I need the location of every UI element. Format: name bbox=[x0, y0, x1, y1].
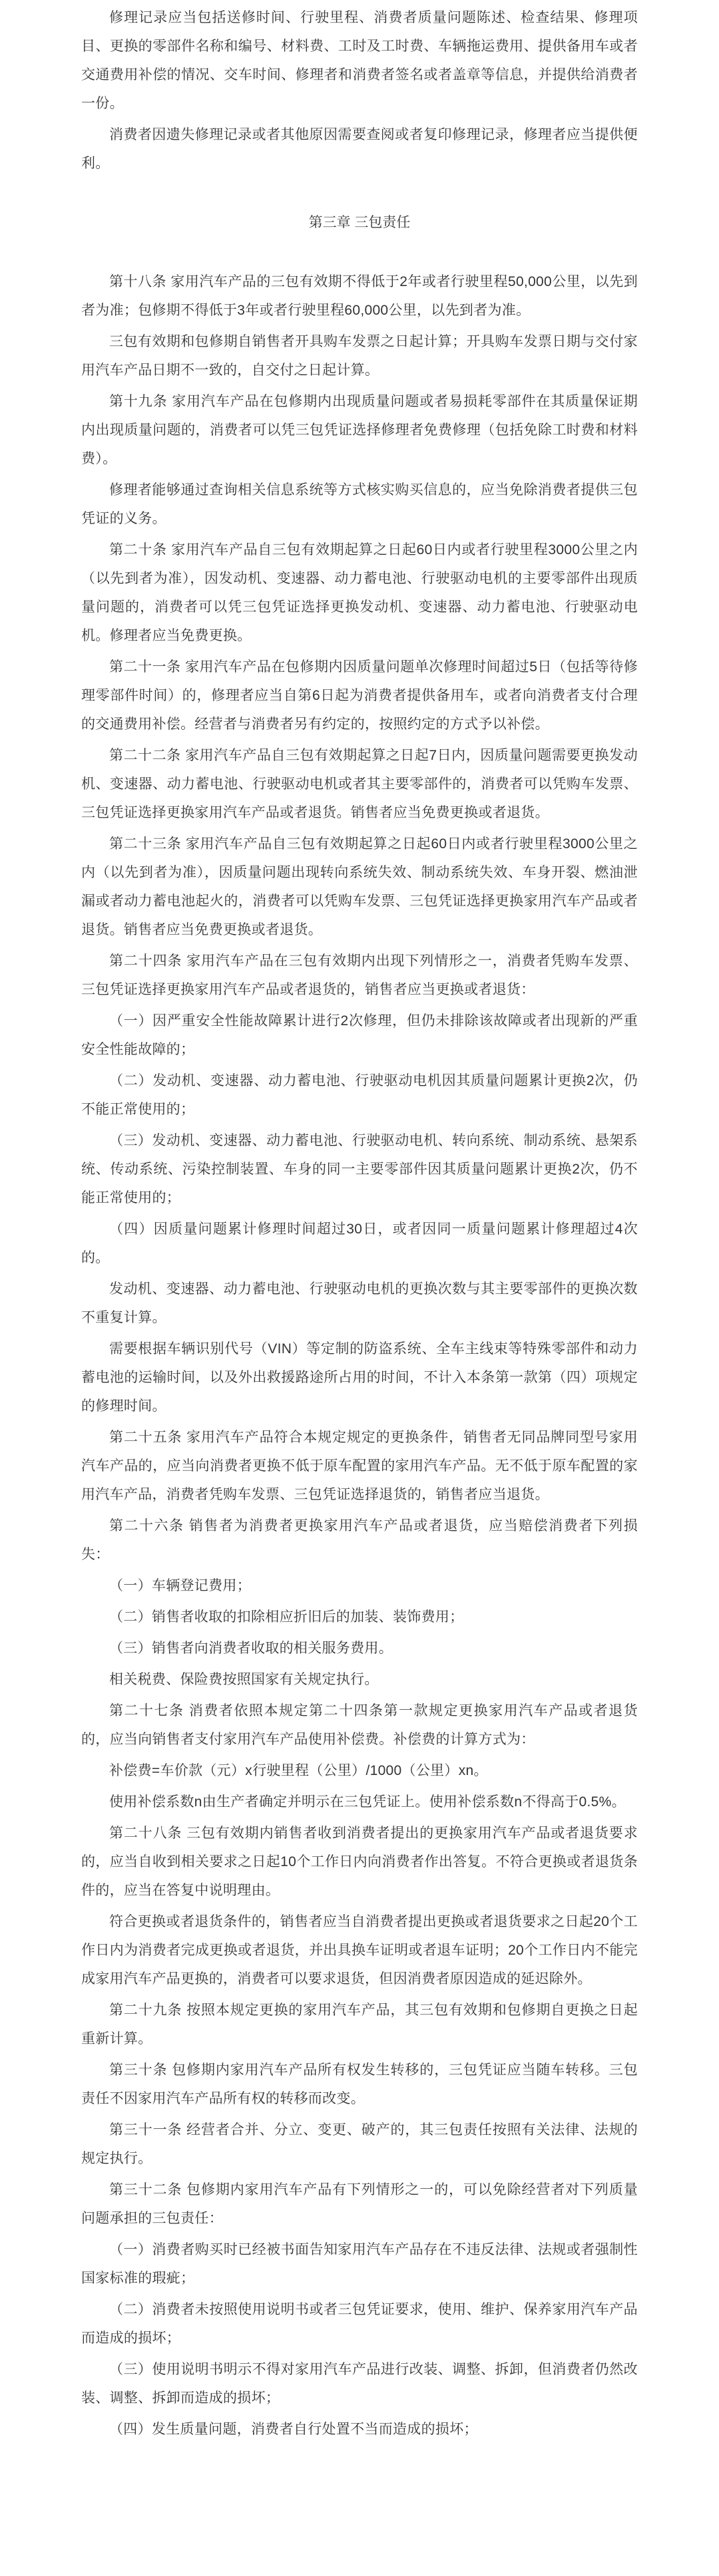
article-paragraph: （二）消费者未按照使用说明书或者三包凭证要求，使用、维护、保养家用汽车产品而造成的损坏； bbox=[81, 2302, 638, 2346]
article-paragraph: 消费者因遗失修理记录或者其他原因需要查阅或者复印修理记录，修理者应当提供便利。 bbox=[81, 127, 638, 171]
article-paragraph: 第十八条 家用汽车产品的三包有效期不得低于2年或者行驶里程50,000公里，以先到者为准；包修期不得低于3年或者行驶里程60,000公里，以先到者为准。 bbox=[81, 274, 638, 318]
article-paragraph: （一）因严重安全性能故障累计进行2次修理，但仍未排除该故障或者出现新的严重安全性能故障的； bbox=[81, 1013, 638, 1057]
article-paragraph: 第三十二条 包修期内家用汽车产品有下列情形之一的，可以免除经营者对下列质量问题承担的三包责任： bbox=[81, 2182, 638, 2226]
article-paragraph: （二）销售者收取的扣除相应折旧后的加装、装饰费用； bbox=[109, 1609, 464, 1625]
article-paragraph: （一）车辆登记费用； bbox=[109, 1578, 251, 1593]
article-paragraph: 第二十六条 销售者为消费者更换家用汽车产品或者退货，应当赔偿消费者下列损失： bbox=[81, 1518, 638, 1562]
article-paragraph: 第二十二条 家用汽车产品自三包有效期起算之日起7日内，因质量问题需要更换发动机、变速器、动力蓄电池、行驶驱动电机或者其主要零部件的，消费者可以凭购车发票、三包凭证选择更换家用汽车产品或者退货。销售者应当免费更换或者退货。 bbox=[81, 748, 638, 820]
article-paragraph: 需要根据车辆识别代号（VIN）等定制的防盗系统、全车主线束等特殊零部件和动力蓄电池的运输时间，以及外出救援路途所占用的时间，不计入本条第一款第（四）项规定的修理时间。 bbox=[81, 1341, 638, 1414]
article-paragraph: （二）发动机、变速器、动力蓄电池、行驶驱动电机因其质量问题累计更换2次，仍不能正常使用的； bbox=[81, 1073, 638, 1117]
article-paragraph: 第二十四条 家用汽车产品在三包有效期内出现下列情形之一，消费者凭购车发票、三包凭证选择更换家用汽车产品或者退货的，销售者应当更换或者退货： bbox=[81, 953, 638, 997]
article-paragraph: 使用补偿系数n由生产者确定并明示在三包凭证上。使用补偿系数n不得高于0.5%。 bbox=[109, 1794, 626, 1810]
article-paragraph: 第二十五条 家用汽车产品符合本规定规定的更换条件，销售者无同品牌同型号家用汽车产品的，应当向消费者更换不低于原车配置的家用汽车产品。无不低于原车配置的家用汽车产品，消费者凭购车发票、三包凭证选择退货的，销售者应当退货。 bbox=[81, 1430, 638, 1502]
article-paragraph: 修理者能够通过查询相关信息系统等方式核实购买信息的，应当免除消费者提供三包凭证的义务。 bbox=[81, 482, 638, 526]
article-paragraph: （一）消费者购买时已经被书面告知家用汽车产品存在不违反法律、法规或者强制性国家标准的瑕疵； bbox=[81, 2242, 638, 2286]
article-paragraph: 第三十一条 经营者合并、分立、变更、破产的，其三包责任按照有关法律、法规的规定执行。 bbox=[81, 2122, 638, 2166]
article-paragraph: 三包有效期和包修期自销售者开具购车发票之日起计算；开具购车发票日期与交付家用汽车产品日期不一致的，自交付之日起计算。 bbox=[81, 334, 638, 378]
chapter-heading: 第三章 三包责任 bbox=[308, 215, 411, 230]
article-paragraph: （三）销售者向消费者收取的相关服务费用。 bbox=[109, 1641, 393, 1656]
article-paragraph: 第二十七条 消费者依照本规定第二十四条第一款规定更换家用汽车产品或者退货的，应当向销售者支付家用汽车产品使用补偿费。补偿费的计算方式为： bbox=[81, 1703, 638, 1747]
article-paragraph: 第二十九条 按照本规定更换的家用汽车产品，其三包有效期和包修期自更换之日起重新计算。 bbox=[81, 2003, 638, 2046]
article-paragraph: 第二十一条 家用汽车产品在包修期内因质量问题单次修理时间超过5日（包括等待修理零部件时间）的，修理者应当自第6日起为消费者提供备用车，或者向消费者支付合理的交通费用补偿。经营者与消费者另有约定的，按照约定的方式予以补偿。 bbox=[81, 659, 638, 732]
article-paragraph: 发动机、变速器、动力蓄电池、行驶驱动电机的更换次数与其主要零部件的更换次数不重复计算。 bbox=[81, 1281, 638, 1325]
article-paragraph: 补偿费=车价款（元）x行驶里程（公里）/1000（公里）xn。 bbox=[109, 1763, 488, 1778]
article-paragraph: 第二十八条 三包有效期内销售者收到消费者提出的更换家用汽车产品或者退货要求的，应当自收到相关要求之日起10个工作日内向消费者作出答复。不符合更换或者退货条件的，应当在答复中说明理由。 bbox=[81, 1826, 638, 1898]
article-paragraph: （三）发动机、变速器、动力蓄电池、行驶驱动电机、转向系统、制动系统、悬架系统、传动系统、污染控制装置、车身的同一主要零部件因其质量问题累计更换2次，仍不能正常使用的； bbox=[81, 1133, 638, 1206]
article-paragraph: 修理记录应当包括送修时间、行驶里程、消费者质量问题陈述、检查结果、修理项目、更换的零部件名称和编号、材料费、工时及工时费、车辆拖运费用、提供备用车或者交通费用补偿的情况、交车时间、修理者和消费者签名或者盖章等信息，并提供给消费者一份。 bbox=[81, 10, 638, 111]
article-paragraph: 第三十条 包修期内家用汽车产品所有权发生转移的，三包凭证应当随车转移。三包责任不因家用汽车产品所有权的转移而改变。 bbox=[81, 2062, 638, 2106]
article-paragraph: 第二十条 家用汽车产品自三包有效期起算之日起60日内或者行驶里程3000公里之内（以先到者为准），因发动机、变速器、动力蓄电池、行驶驱动电机的主要零部件出现质量问题的，消费者可以凭三包凭证选择更换发动机、变速器、动力蓄电池、行驶驱动电机。修理者应当免费更换。 bbox=[81, 542, 638, 643]
article-paragraph: 符合更换或者退货条件的，销售者应当自消费者提出更换或者退货要求之日起20个工作日内为消费者完成更换或者退货，并出具换车证明或者退车证明；20个工作日内不能完成家用汽车产品更换的，消费者可以要求退货，但因消费者原因造成的延迟除外。 bbox=[81, 1914, 638, 1987]
article-paragraph: 第二十三条 家用汽车产品自三包有效期起算之日起60日内或者行驶里程3000公里之内（以先到者为准），因质量问题出现转向系统失效、制动系统失效、车身开裂、燃油泄漏或者动力蓄电池起火的，消费者可以凭购车发票、三包凭证选择更换家用汽车产品或者退货。销售者应当免费更换或者退货。 bbox=[81, 836, 638, 937]
article-paragraph: 第十九条 家用汽车产品在包修期内出现质量问题或者易损耗零部件在其质量保证期内出现质量问题的，消费者可以凭三包凭证选择修理者免费修理（包括免除工时费和材料费）。 bbox=[81, 394, 638, 466]
article-paragraph: 相关税费、保险费按照国家有关规定执行。 bbox=[109, 1672, 379, 1687]
article-paragraph: （四）因质量问题累计修理时间超过30日，或者因同一质量问题累计修理超过4次的。 bbox=[81, 1221, 638, 1265]
article-paragraph: （三）使用说明书明示不得对家用汽车产品进行改装、调整、拆卸，但消费者仍然改装、调整、拆卸而造成的损坏； bbox=[81, 2362, 638, 2406]
article-paragraph: （四）发生质量问题，消费者自行处置不当而造成的损坏； bbox=[109, 2422, 478, 2437]
